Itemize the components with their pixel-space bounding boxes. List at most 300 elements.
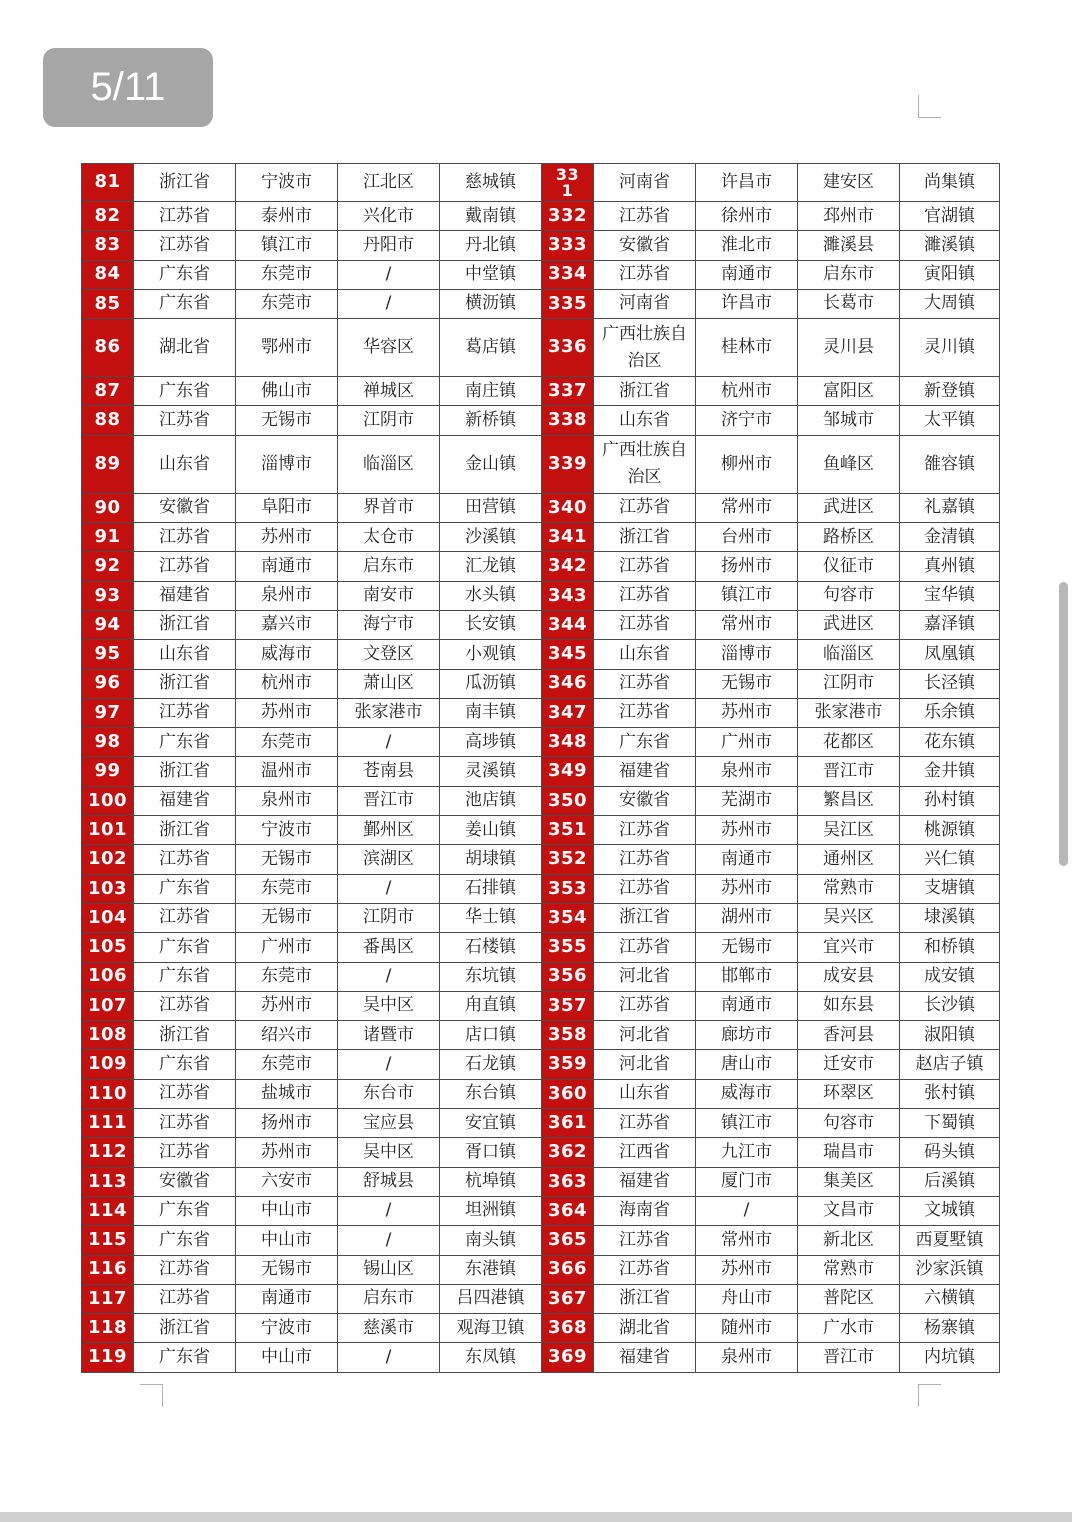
- district-cell: 广水市: [798, 1314, 900, 1343]
- town-cell: 长沙镇: [900, 991, 1000, 1020]
- row-number: 101: [82, 816, 134, 845]
- row-number: 109: [82, 1050, 134, 1079]
- district-cell: 晋江市: [338, 786, 440, 815]
- city-cell: 无锡市: [236, 406, 338, 435]
- province-cell: 山东省: [594, 406, 696, 435]
- district-cell: 吴江区: [798, 816, 900, 845]
- city-cell: 佛山市: [236, 377, 338, 406]
- district-cell: 如东县: [798, 991, 900, 1020]
- row-number: 357: [542, 991, 594, 1020]
- district-cell: 启东市: [338, 552, 440, 581]
- crop-mark-bottom-left: [140, 1384, 163, 1407]
- table-row: [82, 1284, 1000, 1313]
- province-cell: 浙江省: [134, 816, 236, 845]
- province-cell: 河南省: [594, 164, 696, 202]
- table-row: [82, 903, 1000, 932]
- town-cell: 官湖镇: [900, 202, 1000, 231]
- row-number: 336: [542, 319, 594, 377]
- row-number: 93: [82, 581, 134, 610]
- town-cell: 宝华镇: [900, 581, 1000, 610]
- city-cell: 广州市: [236, 933, 338, 962]
- district-cell: 武进区: [798, 610, 900, 639]
- city-cell: 邯郸市: [696, 962, 798, 991]
- city-cell: 柳州市: [696, 435, 798, 493]
- row-number: 369: [542, 1343, 594, 1372]
- province-cell: 江苏省: [134, 698, 236, 727]
- district-cell: 新北区: [798, 1226, 900, 1255]
- town-cell: 甪直镇: [440, 991, 542, 1020]
- town-cell: 濉溪镇: [900, 231, 1000, 260]
- row-number: 113: [82, 1167, 134, 1196]
- city-cell: 苏州市: [236, 523, 338, 552]
- row-number: 112: [82, 1138, 134, 1167]
- province-cell: 江苏省: [134, 903, 236, 932]
- table-row: [82, 962, 1000, 991]
- district-cell: 吴中区: [338, 991, 440, 1020]
- province-cell: 江苏省: [594, 493, 696, 522]
- district-cell: 路桥区: [798, 523, 900, 552]
- province-cell: 浙江省: [134, 669, 236, 698]
- city-cell: 廊坊市: [696, 1021, 798, 1050]
- row-number: 117: [82, 1284, 134, 1313]
- district-cell: 锡山区: [338, 1255, 440, 1284]
- town-cell: 金山镇: [440, 435, 542, 493]
- town-cell: 孙村镇: [900, 786, 1000, 815]
- town-cell: 后溪镇: [900, 1167, 1000, 1196]
- province-cell: 福建省: [594, 757, 696, 786]
- province-cell: 安徽省: [594, 231, 696, 260]
- row-number: 346: [542, 669, 594, 698]
- town-cell: 坦洲镇: [440, 1196, 542, 1225]
- province-cell: 广东省: [134, 1050, 236, 1079]
- district-cell: 南安市: [338, 581, 440, 610]
- province-cell: 广东省: [134, 260, 236, 289]
- city-cell: 泉州市: [236, 786, 338, 815]
- province-cell: 江苏省: [594, 669, 696, 698]
- province-cell: 山东省: [594, 640, 696, 669]
- city-cell: 无锡市: [696, 933, 798, 962]
- province-cell: 广东省: [134, 377, 236, 406]
- province-cell: 浙江省: [134, 757, 236, 786]
- province-cell: 浙江省: [134, 164, 236, 202]
- row-number: 104: [82, 903, 134, 932]
- town-cell: 礼嘉镇: [900, 493, 1000, 522]
- town-cell: 尚集镇: [900, 164, 1000, 202]
- row-number: 333: [542, 231, 594, 260]
- town-cell: 东台镇: [440, 1079, 542, 1108]
- table-row: [82, 1079, 1000, 1108]
- town-cell: 兴仁镇: [900, 845, 1000, 874]
- province-cell: 广西壮族自治区: [594, 435, 696, 493]
- district-cell: 太仓市: [338, 523, 440, 552]
- province-cell: 安徽省: [594, 786, 696, 815]
- row-number: 100: [82, 786, 134, 815]
- district-cell: 集美区: [798, 1167, 900, 1196]
- district-cell: 番禺区: [338, 933, 440, 962]
- table-row: [82, 1050, 1000, 1079]
- town-cell: 长泾镇: [900, 669, 1000, 698]
- row-number: 98: [82, 728, 134, 757]
- city-cell: 湖州市: [696, 903, 798, 932]
- district-cell: 成安县: [798, 962, 900, 991]
- province-cell: 河北省: [594, 1050, 696, 1079]
- district-cell: 江阴市: [798, 669, 900, 698]
- row-number: 334: [542, 260, 594, 289]
- table-row: [82, 1226, 1000, 1255]
- city-cell: 淄博市: [236, 435, 338, 493]
- row-number: 360: [542, 1079, 594, 1108]
- city-cell: 六安市: [236, 1167, 338, 1196]
- district-cell: 宜兴市: [798, 933, 900, 962]
- city-cell: 威海市: [236, 640, 338, 669]
- page-indicator: 5/11: [43, 48, 213, 127]
- city-cell: 无锡市: [696, 669, 798, 698]
- province-cell: 江苏省: [134, 1284, 236, 1313]
- city-cell: 许昌市: [696, 289, 798, 318]
- row-number: 86: [82, 319, 134, 377]
- city-cell: 鄂州市: [236, 319, 338, 377]
- row-number: 82: [82, 202, 134, 231]
- row-number: 88: [82, 406, 134, 435]
- table-row: [82, 523, 1000, 552]
- town-cell: 横沥镇: [440, 289, 542, 318]
- city-cell: 东莞市: [236, 289, 338, 318]
- town-cell: 石龙镇: [440, 1050, 542, 1079]
- town-cell: 寅阳镇: [900, 260, 1000, 289]
- district-cell: /: [338, 1343, 440, 1372]
- city-cell: 苏州市: [696, 698, 798, 727]
- province-cell: 广东省: [594, 728, 696, 757]
- province-cell: 浙江省: [594, 1284, 696, 1313]
- district-cell: 句容市: [798, 1109, 900, 1138]
- province-cell: 江苏省: [134, 845, 236, 874]
- city-cell: 中山市: [236, 1226, 338, 1255]
- town-cell: 观海卫镇: [440, 1314, 542, 1343]
- row-number: 350: [542, 786, 594, 815]
- row-number: 116: [82, 1255, 134, 1284]
- district-cell: 江阴市: [338, 903, 440, 932]
- table-row: [82, 816, 1000, 845]
- table-row: [82, 260, 1000, 289]
- city-cell: 杭州市: [696, 377, 798, 406]
- district-cell: 慈溪市: [338, 1314, 440, 1343]
- city-cell: 泉州市: [696, 757, 798, 786]
- province-cell: 广西壮族自治区: [594, 319, 696, 377]
- province-cell: 福建省: [594, 1343, 696, 1372]
- province-cell: 广东省: [134, 1343, 236, 1372]
- province-cell: 江苏省: [594, 610, 696, 639]
- city-cell: 无锡市: [236, 1255, 338, 1284]
- province-cell: 江西省: [594, 1138, 696, 1167]
- row-number: 355: [542, 933, 594, 962]
- district-cell: 繁昌区: [798, 786, 900, 815]
- district-cell: 苍南县: [338, 757, 440, 786]
- town-cell: 华士镇: [440, 903, 542, 932]
- district-cell: 晋江市: [798, 1343, 900, 1372]
- city-cell: 镇江市: [696, 581, 798, 610]
- table-row: [82, 991, 1000, 1020]
- city-cell: 广州市: [696, 728, 798, 757]
- city-cell: 宁波市: [236, 816, 338, 845]
- province-cell: 江苏省: [594, 698, 696, 727]
- district-cell: /: [338, 962, 440, 991]
- row-number: 118: [82, 1314, 134, 1343]
- row-number: 353: [542, 874, 594, 903]
- town-cell: 花东镇: [900, 728, 1000, 757]
- table-row: [82, 728, 1000, 757]
- district-cell: /: [338, 1226, 440, 1255]
- city-cell: 盐城市: [236, 1079, 338, 1108]
- town-cell: 石楼镇: [440, 933, 542, 962]
- district-cell: 禅城区: [338, 377, 440, 406]
- row-number: 358: [542, 1021, 594, 1050]
- district-cell: 临淄区: [338, 435, 440, 493]
- row-number: 366: [542, 1255, 594, 1284]
- city-cell: 苏州市: [696, 1255, 798, 1284]
- city-cell: 常州市: [696, 1226, 798, 1255]
- table-row: [82, 1314, 1000, 1343]
- row-number: 340: [542, 493, 594, 522]
- province-cell: 江苏省: [134, 1138, 236, 1167]
- province-cell: 广东省: [134, 962, 236, 991]
- city-cell: 许昌市: [696, 164, 798, 202]
- town-cell: 胥口镇: [440, 1138, 542, 1167]
- row-number: 94: [82, 610, 134, 639]
- city-cell: 随州市: [696, 1314, 798, 1343]
- row-number: 359: [542, 1050, 594, 1079]
- town-cell: 新登镇: [900, 377, 1000, 406]
- district-cell: 华容区: [338, 319, 440, 377]
- row-number: 345: [542, 640, 594, 669]
- city-cell: 杭州市: [236, 669, 338, 698]
- province-cell: 湖北省: [594, 1314, 696, 1343]
- town-cell: 支塘镇: [900, 874, 1000, 903]
- city-cell: 南通市: [236, 1284, 338, 1313]
- district-cell: 文昌市: [798, 1196, 900, 1225]
- town-cell: 淑阳镇: [900, 1021, 1000, 1050]
- district-cell: /: [338, 728, 440, 757]
- town-cell: 东凤镇: [440, 1343, 542, 1372]
- city-cell: 泉州市: [236, 581, 338, 610]
- town-cell: 东港镇: [440, 1255, 542, 1284]
- city-cell: 东莞市: [236, 962, 338, 991]
- province-cell: 福建省: [134, 786, 236, 815]
- city-cell: 济宁市: [696, 406, 798, 435]
- district-cell: 句容市: [798, 581, 900, 610]
- city-cell: 镇江市: [696, 1109, 798, 1138]
- town-cell: 田营镇: [440, 493, 542, 522]
- row-number: 114: [82, 1196, 134, 1225]
- table-row: [82, 1255, 1000, 1284]
- district-cell: /: [338, 1050, 440, 1079]
- province-cell: 安徽省: [134, 1167, 236, 1196]
- row-number: 368: [542, 1314, 594, 1343]
- district-cell: /: [338, 1196, 440, 1225]
- row-number: 335: [542, 289, 594, 318]
- town-cell: 南丰镇: [440, 698, 542, 727]
- town-cell: 沙家浜镇: [900, 1255, 1000, 1284]
- province-cell: 河北省: [594, 1021, 696, 1050]
- district-cell: 宝应县: [338, 1109, 440, 1138]
- row-number: 332: [542, 202, 594, 231]
- table-row: [82, 1167, 1000, 1196]
- province-cell: 浙江省: [594, 903, 696, 932]
- table-row: [82, 435, 1000, 493]
- town-cell: 太平镇: [900, 406, 1000, 435]
- province-cell: 海南省: [594, 1196, 696, 1225]
- city-cell: 苏州市: [696, 816, 798, 845]
- city-cell: 苏州市: [236, 698, 338, 727]
- town-cell: 杨寨镇: [900, 1314, 1000, 1343]
- row-number: 356: [542, 962, 594, 991]
- table-row: [82, 319, 1000, 377]
- table-row: [82, 1109, 1000, 1138]
- town-cell: 安宜镇: [440, 1109, 542, 1138]
- town-cell: 灵川镇: [900, 319, 1000, 377]
- province-cell: 河北省: [594, 962, 696, 991]
- town-cell: 东坑镇: [440, 962, 542, 991]
- city-cell: 东莞市: [236, 1050, 338, 1079]
- city-cell: 淄博市: [696, 640, 798, 669]
- city-cell: 南通市: [696, 845, 798, 874]
- city-cell: 威海市: [696, 1079, 798, 1108]
- province-cell: 广东省: [134, 1226, 236, 1255]
- row-number: 338: [542, 406, 594, 435]
- town-cell: 乐余镇: [900, 698, 1000, 727]
- town-cell: 真州镇: [900, 552, 1000, 581]
- province-cell: 江苏省: [594, 816, 696, 845]
- table-row: [82, 581, 1000, 610]
- town-cell: 戴南镇: [440, 202, 542, 231]
- city-cell: 中山市: [236, 1343, 338, 1372]
- district-cell: 吴中区: [338, 1138, 440, 1167]
- province-cell: 江苏省: [134, 552, 236, 581]
- town-cell: 吕四港镇: [440, 1284, 542, 1313]
- city-cell: 常州市: [696, 610, 798, 639]
- row-number: 108: [82, 1021, 134, 1050]
- row-number: 92: [82, 552, 134, 581]
- district-cell: 仪征市: [798, 552, 900, 581]
- city-cell: 芜湖市: [696, 786, 798, 815]
- province-cell: 江苏省: [134, 1109, 236, 1138]
- city-cell: 厦门市: [696, 1167, 798, 1196]
- town-cell: 成安镇: [900, 962, 1000, 991]
- province-cell: 江苏省: [594, 260, 696, 289]
- row-number: 81: [82, 164, 134, 202]
- row-number: 365: [542, 1226, 594, 1255]
- row-number: 95: [82, 640, 134, 669]
- city-cell: 镇江市: [236, 231, 338, 260]
- city-cell: 九江市: [696, 1138, 798, 1167]
- province-cell: 广东省: [134, 933, 236, 962]
- province-cell: 江苏省: [594, 1109, 696, 1138]
- province-cell: 河南省: [594, 289, 696, 318]
- province-cell: 广东省: [134, 728, 236, 757]
- row-number: 339: [542, 435, 594, 493]
- district-cell: 邹城市: [798, 406, 900, 435]
- table-row: [82, 1138, 1000, 1167]
- town-cell: 汇龙镇: [440, 552, 542, 581]
- district-cell: 瑞昌市: [798, 1138, 900, 1167]
- district-cell: 萧山区: [338, 669, 440, 698]
- province-cell: 广东省: [134, 874, 236, 903]
- city-cell: 台州市: [696, 523, 798, 552]
- district-cell: 张家港市: [798, 698, 900, 727]
- town-cell: 凤凰镇: [900, 640, 1000, 669]
- row-number: 343: [542, 581, 594, 610]
- table-row: [82, 231, 1000, 260]
- district-cell: /: [338, 260, 440, 289]
- town-cell: 慈城镇: [440, 164, 542, 202]
- row-number: 344: [542, 610, 594, 639]
- row-number: 83: [82, 231, 134, 260]
- district-cell: /: [338, 289, 440, 318]
- town-cell: 池店镇: [440, 786, 542, 815]
- province-cell: 江苏省: [594, 933, 696, 962]
- city-cell: 常州市: [696, 493, 798, 522]
- province-cell: 江苏省: [594, 581, 696, 610]
- row-number: 111: [82, 1109, 134, 1138]
- province-cell: 江苏省: [594, 202, 696, 231]
- town-cell: 金井镇: [900, 757, 1000, 786]
- row-number: 85: [82, 289, 134, 318]
- city-cell: 南通市: [696, 991, 798, 1020]
- district-cell: 富阳区: [798, 377, 900, 406]
- city-cell: 苏州市: [236, 991, 338, 1020]
- row-number: 89: [82, 435, 134, 493]
- district-cell: 丹阳市: [338, 231, 440, 260]
- district-cell: 界首市: [338, 493, 440, 522]
- scrollbar-thumb[interactable]: [1059, 582, 1068, 866]
- row-number: 348: [542, 728, 594, 757]
- province-cell: 江苏省: [134, 406, 236, 435]
- city-cell: 舟山市: [696, 1284, 798, 1313]
- town-cell: 西夏墅镇: [900, 1226, 1000, 1255]
- row-number: 337: [542, 377, 594, 406]
- row-number: 105: [82, 933, 134, 962]
- town-cell: 赵店子镇: [900, 1050, 1000, 1079]
- row-number: 96: [82, 669, 134, 698]
- table-row: [82, 377, 1000, 406]
- district-cell: 晋江市: [798, 757, 900, 786]
- town-cell: 南庄镇: [440, 377, 542, 406]
- city-cell: 扬州市: [236, 1109, 338, 1138]
- row-number: 367: [542, 1284, 594, 1313]
- city-cell: 阜阳市: [236, 493, 338, 522]
- town-cell: 内坑镇: [900, 1343, 1000, 1372]
- town-cell: 桃源镇: [900, 816, 1000, 845]
- province-cell: 江苏省: [134, 1255, 236, 1284]
- district-cell: 滨湖区: [338, 845, 440, 874]
- district-cell: /: [338, 874, 440, 903]
- row-number: 106: [82, 962, 134, 991]
- district-cell: 花都区: [798, 728, 900, 757]
- district-cell: 普陀区: [798, 1284, 900, 1313]
- row-number: 87: [82, 377, 134, 406]
- table-row: [82, 786, 1000, 815]
- table-row: [82, 757, 1000, 786]
- town-cell: 南头镇: [440, 1226, 542, 1255]
- province-cell: 江苏省: [134, 231, 236, 260]
- city-cell: 桂林市: [696, 319, 798, 377]
- district-cell: 鄞州区: [338, 816, 440, 845]
- row-number: 119: [82, 1343, 134, 1372]
- town-cell: 六横镇: [900, 1284, 1000, 1313]
- province-cell: 江苏省: [594, 552, 696, 581]
- town-cell: 金清镇: [900, 523, 1000, 552]
- town-cell: 丹北镇: [440, 231, 542, 260]
- table-row: [82, 1021, 1000, 1050]
